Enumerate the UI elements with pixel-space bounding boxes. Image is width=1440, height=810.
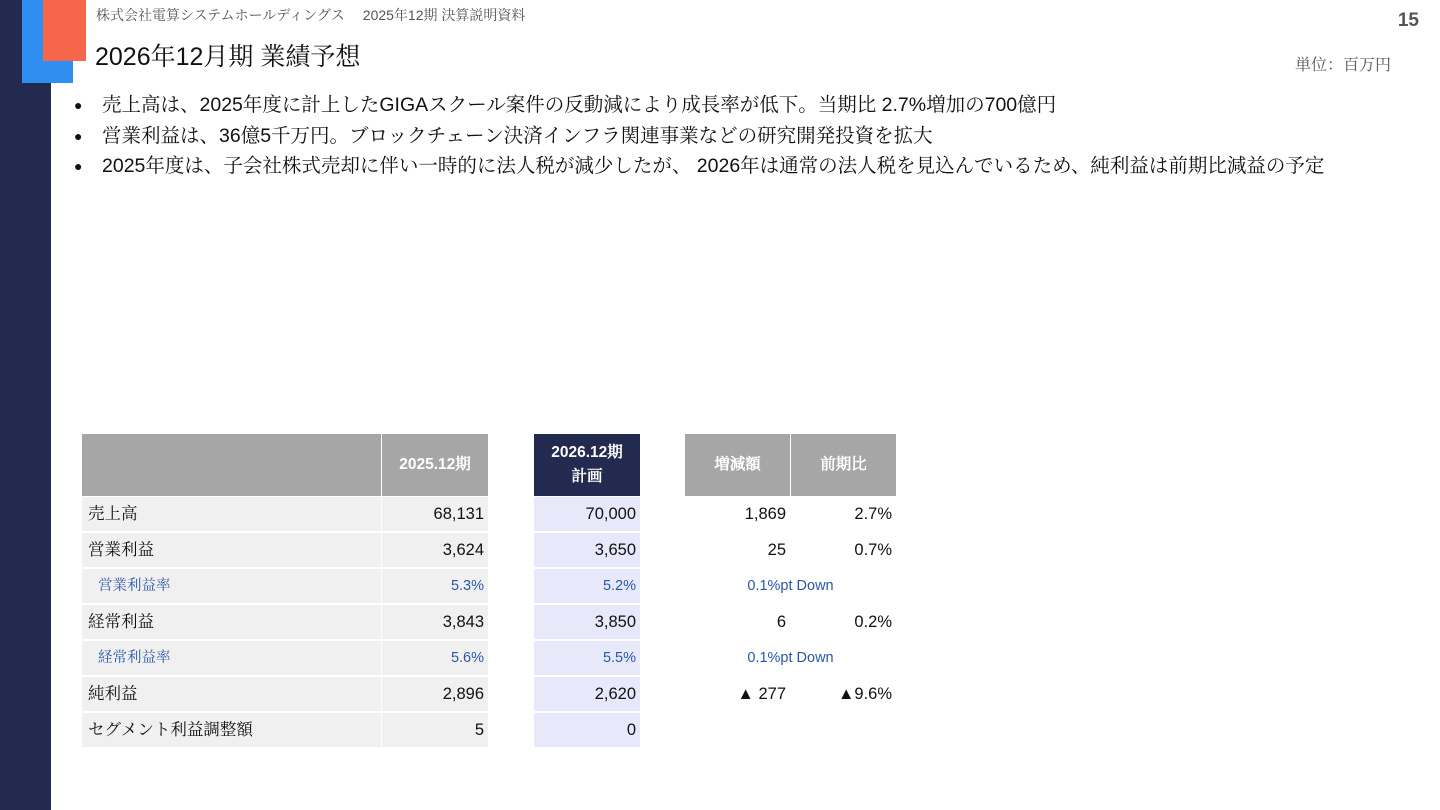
header-plan-year-line2: 計画 (571, 468, 603, 485)
ratio-value: 0.2% (854, 613, 892, 631)
bullet-text: 営業利益は、36億5千万円。ブロックチェーン決済インフラ関連事業などの研究開発投資を拡大 (102, 124, 933, 147)
table-row (82, 677, 902, 713)
prev-value: 68,131 (382, 497, 488, 531)
header-label-cell (82, 434, 381, 496)
bullet-dot-icon: ● (74, 158, 83, 174)
plan-value: 5.5% (534, 641, 640, 675)
change-value: 1,869 (744, 505, 786, 523)
table-row (82, 641, 902, 677)
prev-value: 5.3% (382, 569, 488, 603)
header-plan-year-line1: 2026.12期 (551, 444, 623, 461)
change-note: 0.1%pt Down (747, 578, 834, 594)
header-yoy-ratio: 前期比 (791, 434, 896, 496)
row-label: 営業利益率 (82, 569, 381, 603)
ratio-value: 2.7% (854, 505, 892, 523)
bullet-item (74, 151, 1404, 182)
prev-value: 2,896 (382, 677, 488, 711)
prev-value: 3,624 (382, 533, 488, 567)
row-label: 営業利益 (82, 533, 381, 567)
bullet-dot-icon: ● (74, 127, 83, 144)
header-change-amount: 増減額 (685, 434, 790, 496)
slide-title: 2026年12月期 業績予想 (95, 43, 361, 71)
bullet-dot-icon: ● (74, 97, 83, 113)
prev-value: 5 (382, 713, 488, 747)
bullet-list (74, 90, 1404, 182)
plan-value: 3,650 (534, 533, 640, 567)
change-value: ▲ 277 (737, 685, 786, 703)
table-row (82, 605, 902, 641)
ratio-value: ▲9.6% (838, 685, 892, 703)
accent-square-orange (43, 0, 86, 61)
document-header (96, 5, 525, 25)
sidebar-decoration (0, 0, 51, 810)
change-value: 6 (776, 613, 786, 631)
header-prev-year: 2025.12期 (382, 434, 488, 496)
document-title: 2025年12期 決算説明資料 (362, 7, 526, 23)
prev-value: 3,843 (382, 605, 488, 639)
row-label: 売上高 (82, 497, 381, 531)
plan-value: 0 (534, 713, 640, 747)
bullet-item (74, 121, 1404, 152)
change-value: 25 (767, 541, 786, 559)
plan-value: 70,000 (534, 497, 640, 531)
row-label: セグメント利益調整額 (82, 713, 381, 747)
row-label: 経常利益率 (82, 641, 381, 675)
company-name: 株式会社電算システムホールディングス (96, 7, 345, 23)
change-note: 0.1%pt Down (747, 650, 834, 666)
table-row (82, 497, 902, 533)
row-label: 純利益 (82, 677, 381, 711)
bullet-text: 売上高は、2025年度に計上したGIGAスクール案件の反動減により成長率が低下。当期比 2.7%増加の700億円 (102, 94, 1057, 116)
unit-label: 単位：百万円 (1294, 57, 1391, 74)
bullet-item (74, 90, 1404, 121)
ratio-value: 0.7% (854, 541, 892, 559)
plan-value: 5.2% (534, 569, 640, 603)
header-plan-year (534, 434, 640, 496)
page-number: 15 (1397, 10, 1419, 31)
plan-value: 3,850 (534, 605, 640, 639)
bullet-text: 2025年度は、子会社株式売却に伴い一時的に法人税が減少したが、 2026年は通常の法人税を見込んでいるため、純利益は前期比減益の予定 (102, 155, 1325, 177)
prev-value: 5.6% (382, 641, 488, 675)
table-row (82, 713, 902, 749)
row-label: 経常利益 (82, 605, 381, 639)
table-row (82, 533, 902, 569)
table-row (82, 569, 902, 605)
plan-value: 2,620 (534, 677, 640, 711)
